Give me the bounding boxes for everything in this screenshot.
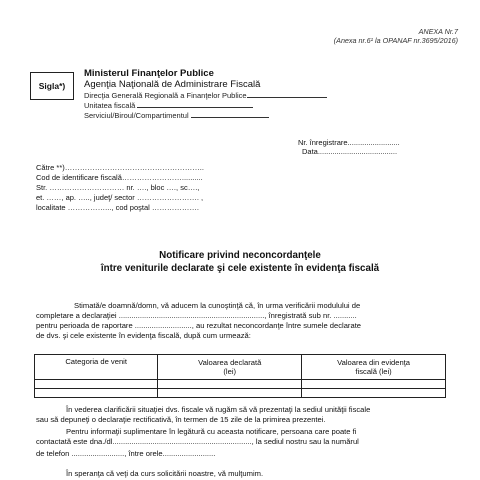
directorate-label: Direcţia Generală Regională a Finanţelor Publice	[84, 91, 247, 100]
unit-blank	[137, 100, 253, 108]
notice-subtitle: între veniturile declarate şi cele existente în evidenţa fiscală	[100, 263, 380, 274]
table-cell[interactable]	[35, 389, 158, 398]
service-label: Serviciul/Biroul/Compartimentul	[84, 111, 189, 120]
body-text-line: sau să depuneţi o declaraţie rectificativă, în termen de 15 zile de la primirea prezentei.	[36, 415, 326, 424]
service-blank	[191, 110, 269, 118]
table-row	[35, 380, 446, 389]
notice-title: Notificare privind neconcordanţele	[159, 250, 321, 261]
annex-number: ANEXA Nr.7	[418, 27, 458, 36]
body-text-line: Pentru informaţii suplimentare în legătură cu aceasta notificare, persoana care poate fi	[66, 427, 357, 436]
body-text-line: de dvs. şi cele existente în evidenţa fiscală, după cum urmează:	[36, 331, 251, 340]
registration-number: Nr. înregistrare.........................	[298, 138, 400, 147]
recipient-tax-code: Cod de identificare fiscală……………………..........	[36, 173, 203, 182]
unit-label: Unitatea fiscală	[84, 101, 136, 110]
directorate-line	[84, 90, 327, 100]
column-header-income-category: Categoria de venit	[35, 355, 158, 380]
body-text-line: de telefon ........................., între orele.........................	[36, 449, 216, 458]
greeting-line: Stimată/e doamnă/domn, vă aducem la cunoştinţă că, în urma verificării modulului de	[74, 301, 361, 310]
registration-date: Data......................................	[302, 147, 398, 156]
ministry-name: Ministerul Finanţelor Publice	[84, 68, 214, 79]
agency-name: Agenţia Naţională de Administrare Fiscală	[84, 79, 261, 90]
annex-reference: (Anexa nr.6¹ la OPANAF nr.3695/2016)	[333, 36, 458, 45]
income-table	[34, 354, 446, 398]
table-cell[interactable]	[158, 380, 302, 389]
body-text-line: În vederea clarificării situaţiei dvs. fiscale vă rugăm să vă prezentaţi la sediul unităţii fiscale	[66, 405, 371, 414]
table-cell[interactable]	[35, 380, 158, 389]
column-header-fiscal-value: Valoarea din evidenţa fiscală (lei)	[302, 355, 446, 380]
table-cell[interactable]	[302, 389, 446, 398]
table-cell[interactable]	[302, 380, 446, 389]
directorate-blank	[247, 90, 327, 98]
body-text-line: completare a declaraţiei ....................................................................., înregistrată sub nr. ...........	[36, 311, 357, 320]
sigla-box: Sigla*)	[30, 72, 74, 100]
recipient-name: Către **)………………………………………………..	[36, 163, 204, 172]
recipient-locality: localitate ……………..., cod poştal ……………….	[36, 203, 199, 212]
table-header-row	[35, 355, 446, 380]
recipient-street: Str. ………………………… nr. …., bloc …., sc….,	[36, 183, 200, 192]
column-header-declared-value: Valoarea declarată (lei)	[158, 355, 302, 380]
recipient-floor-county: et. ……, ap. ….., judeţ/ sector ……………………. ,	[36, 193, 204, 202]
service-line	[84, 110, 269, 120]
table-row	[35, 389, 446, 398]
unit-line	[84, 100, 253, 110]
table-cell[interactable]	[158, 389, 302, 398]
closing-line: În speranţa că veţi da curs solicitării noastre, vă mulţumim.	[66, 469, 264, 478]
body-text-line: contactată este dna./dl.................................................................., la sediul nostru sau la numărul	[36, 437, 359, 446]
body-text-line: pentru perioada de raportare ..........................., au rezultat neconcordanţe între sumele declarate	[36, 321, 362, 330]
